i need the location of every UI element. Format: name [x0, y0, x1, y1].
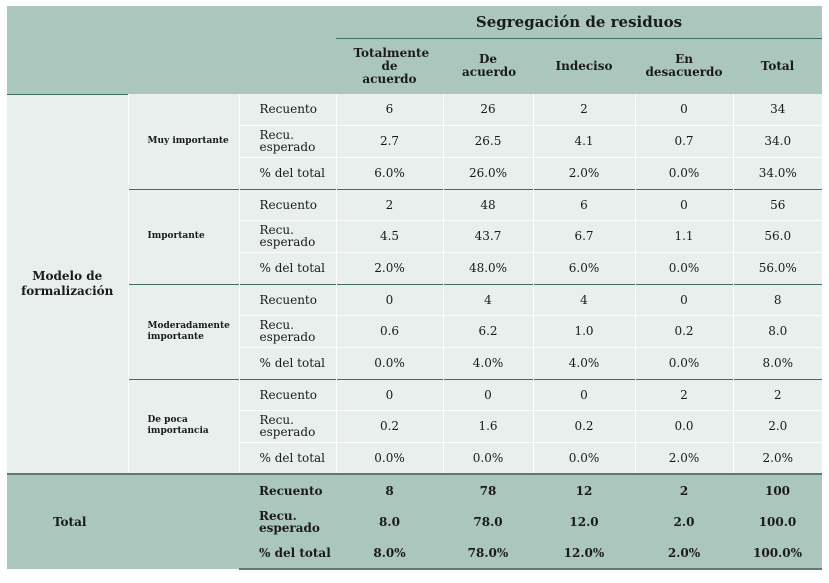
column-header-text: En desacuerdo [645, 52, 723, 80]
table-cell: 6.2 [443, 315, 533, 347]
total-cell: 8.0 [336, 506, 443, 538]
table-row [7, 284, 822, 315]
column-header [733, 38, 822, 94]
stat-label: Recu. esperado [239, 220, 336, 252]
table-cell: 6.0% [336, 157, 443, 189]
table-cell: 6 [533, 189, 635, 220]
table-cell: 0 [533, 379, 635, 410]
total-cell: 78 [443, 474, 533, 506]
stat-label: Recuento [239, 94, 336, 125]
table-cell: 1.6 [443, 410, 533, 442]
table-cell: 0.0% [635, 252, 733, 284]
stat-label: Recuento [239, 474, 336, 506]
table-cell: 2.0% [336, 252, 443, 284]
stat-label: Recu. esperado [239, 506, 336, 538]
column-header [336, 38, 443, 94]
table-cell: 0.0% [533, 442, 635, 474]
table-cell: 0.0% [635, 347, 733, 379]
table-cell: 2.0 [733, 410, 822, 442]
table-cell: 0.7 [635, 125, 733, 157]
total-cell: 8 [336, 474, 443, 506]
total-cell: 8.0% [336, 538, 443, 569]
stat-label: % del total [239, 252, 336, 284]
table-cell: 0 [336, 284, 443, 315]
table-cell: 0 [635, 284, 733, 315]
table-cell: 56 [733, 189, 822, 220]
table-cell: 0.0% [336, 442, 443, 474]
table-cell: 43.7 [443, 220, 533, 252]
group-label: Importante [128, 189, 239, 284]
table-cell: 56.0 [733, 220, 822, 252]
column-header [533, 38, 635, 94]
total-cell: 100.0 [733, 506, 822, 538]
total-cell: 78.0% [443, 538, 533, 569]
table-cell: 4 [443, 284, 533, 315]
stat-label: % del total [239, 347, 336, 379]
table-cell: 0 [443, 379, 533, 410]
total-label: Total [7, 474, 239, 569]
table-cell: 1.1 [635, 220, 733, 252]
table-cell: 8.0% [733, 347, 822, 379]
table-cell: 6.0% [533, 252, 635, 284]
table-cell: 2 [533, 94, 635, 125]
table-cell: 4.1 [533, 125, 635, 157]
table-cell: 2 [733, 379, 822, 410]
stat-label: Recuento [239, 284, 336, 315]
table-cell: 4.0% [443, 347, 533, 379]
table-cell: 1.0 [533, 315, 635, 347]
table-cell: 0.6 [336, 315, 443, 347]
table-cell: 0 [336, 379, 443, 410]
table-cell: 48 [443, 189, 533, 220]
column-header [635, 38, 733, 94]
table-row [7, 94, 822, 125]
stat-label: Recu. esperado [239, 315, 336, 347]
header-corner [7, 6, 336, 94]
table-cell: 0.2 [336, 410, 443, 442]
group-label: Moderadamente importante [128, 284, 239, 379]
table-cell: 0 [635, 189, 733, 220]
total-cell: 2 [635, 474, 733, 506]
total-cell: 2.0% [635, 538, 733, 569]
crosstab-table [7, 6, 822, 570]
stat-label: Recu. esperado [239, 125, 336, 157]
table-cell: 26 [443, 94, 533, 125]
table-cell: 2 [635, 379, 733, 410]
stat-label: % del total [239, 442, 336, 474]
table-cell: 0.0 [635, 410, 733, 442]
total-cell: 12.0 [533, 506, 635, 538]
table-cell: 0 [635, 94, 733, 125]
table-cell: 48.0% [443, 252, 533, 284]
stat-label: Recuento [239, 189, 336, 220]
table-cell: 4.5 [336, 220, 443, 252]
column-header-text: Total [760, 59, 795, 74]
column-header [443, 38, 533, 94]
table-cell: 26.0% [443, 157, 533, 189]
table-cell: 6 [336, 94, 443, 125]
group-label: Muy importante [128, 94, 239, 189]
table-cell: 26.5 [443, 125, 533, 157]
table-cell: 6.7 [533, 220, 635, 252]
table-cell: 0.0% [635, 157, 733, 189]
total-row [7, 474, 822, 506]
table-cell: 2 [336, 189, 443, 220]
table-cell: 2.7 [336, 125, 443, 157]
table-cell: 0.2 [533, 410, 635, 442]
table-row [7, 379, 822, 410]
total-cell: 100 [733, 474, 822, 506]
table-cell: 34 [733, 94, 822, 125]
outer-row-label: Modelo de formalización [7, 94, 128, 474]
table-cell: 0.0% [443, 442, 533, 474]
table-cell: 0.0% [336, 347, 443, 379]
table-cell: 2.0% [533, 157, 635, 189]
table-cell: 2.0% [635, 442, 733, 474]
table-cell: 4 [533, 284, 635, 315]
group-label: De poca importancia [128, 379, 239, 474]
table-row [7, 189, 822, 220]
table-cell: 34.0% [733, 157, 822, 189]
total-cell: 78.0 [443, 506, 533, 538]
table-cell: 8.0 [733, 315, 822, 347]
stat-label: Recu. esperado [239, 410, 336, 442]
column-header-text: De acuerdo [462, 52, 517, 80]
column-header-text: Indeciso [555, 59, 613, 74]
column-header-text: Totalmente de acuerdo [353, 45, 430, 86]
group-title: Segregación de residuos [336, 6, 822, 38]
stat-label: Recuento [239, 379, 336, 410]
table-cell: 34.0 [733, 125, 822, 157]
table-cell: 4.0% [533, 347, 635, 379]
total-cell: 12.0% [533, 538, 635, 569]
stat-label: % del total [239, 538, 336, 569]
table-cell: 2.0% [733, 442, 822, 474]
stat-label: % del total [239, 157, 336, 189]
total-cell: 12 [533, 474, 635, 506]
total-cell: 100.0% [733, 538, 822, 569]
total-cell: 2.0 [635, 506, 733, 538]
table-cell: 56.0% [733, 252, 822, 284]
table-cell: 0.2 [635, 315, 733, 347]
table-cell: 8 [733, 284, 822, 315]
